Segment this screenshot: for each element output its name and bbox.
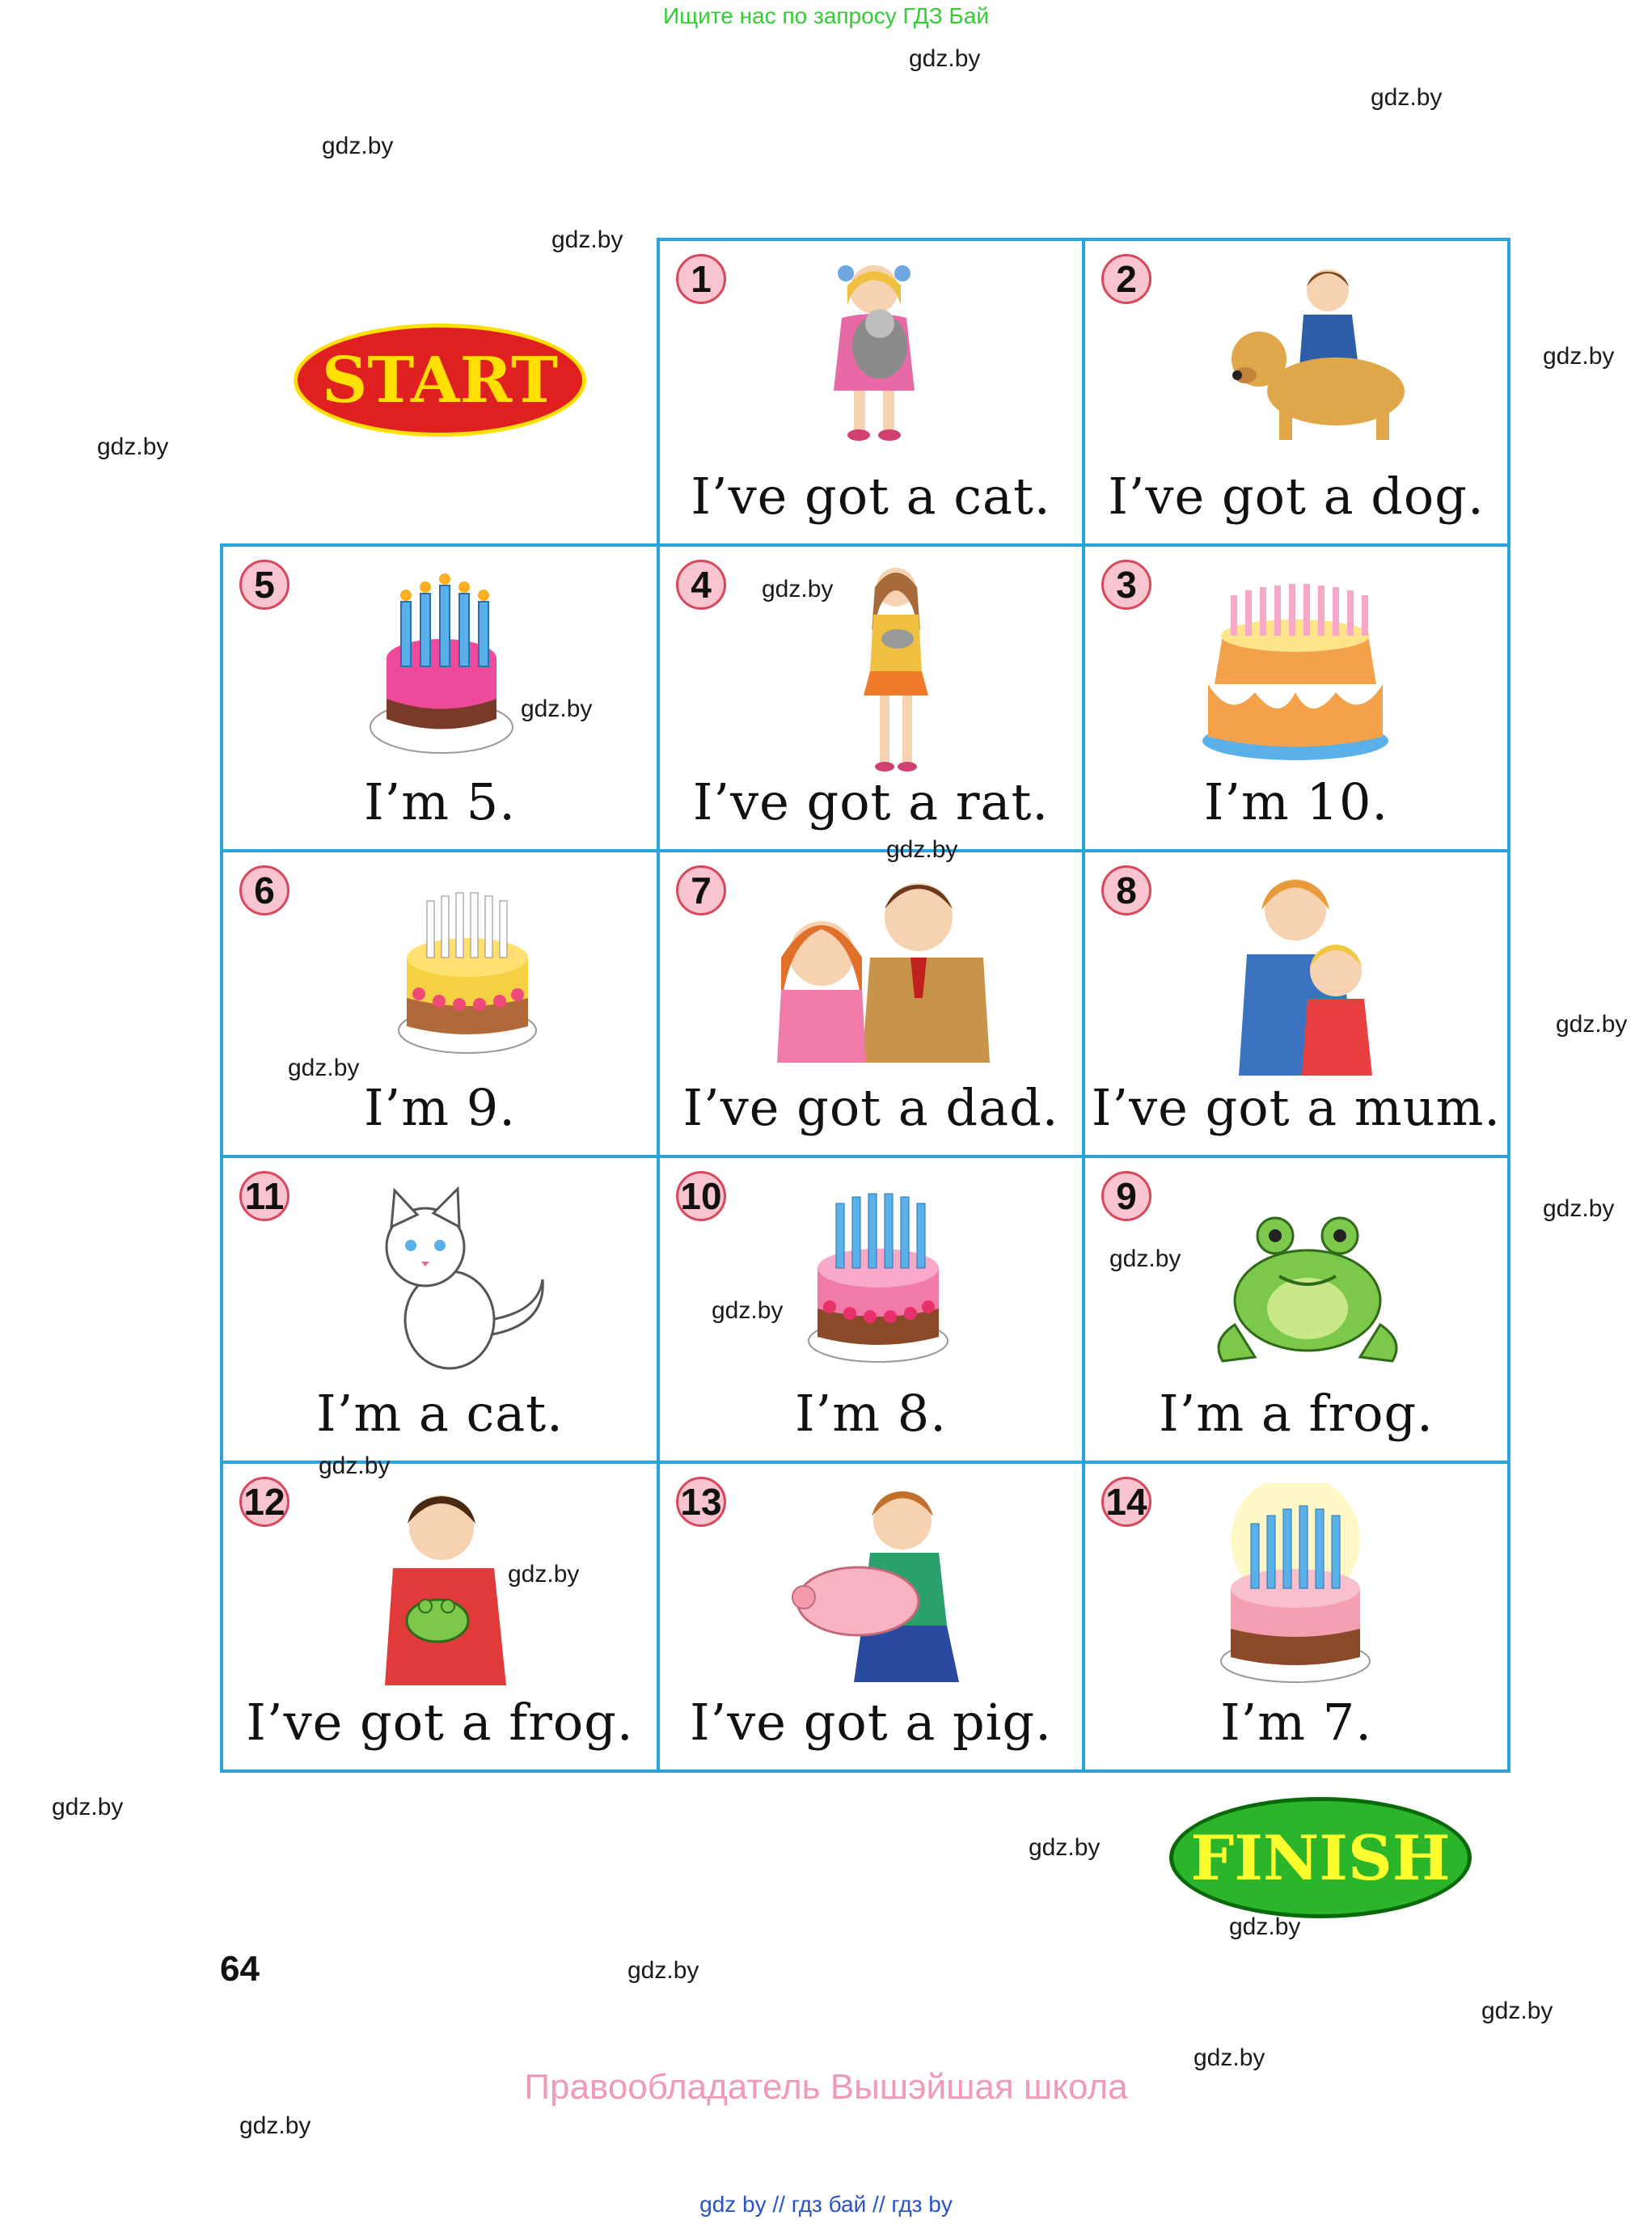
girl-with-cat-picture [805, 257, 943, 443]
watermark: gdz.by [319, 1452, 391, 1479]
cell-number: 10 [676, 1171, 726, 1221]
girl-and-dad-picture [749, 869, 991, 1063]
cake-five-candles-picture [369, 569, 514, 755]
watermark: gdz.by [712, 1297, 784, 1324]
cell-caption: I’m 9. [364, 1078, 516, 1137]
finish-oval [1169, 1797, 1472, 1918]
watermark: gdz.by [886, 836, 958, 863]
watermark: gdz.by [627, 1957, 699, 1984]
cell-caption: I’m a frog. [1159, 1384, 1434, 1443]
watermark: gdz.by [1543, 343, 1615, 370]
cell-number: 13 [676, 1477, 726, 1527]
copyright-owner: Правообладатель Вышэйшая школа [524, 2067, 1128, 2107]
watermark: gdz.by [239, 2112, 311, 2139]
cell-5 [220, 543, 660, 852]
watermark: gdz.by [1543, 1195, 1615, 1222]
cell-number: 12 [239, 1477, 289, 1527]
boy-and-mum-picture [1231, 865, 1384, 1076]
top-note[interactable]: Ищите нас по запросу ГДЗ Бай [662, 3, 990, 28]
watermark: gdz.by [52, 1794, 124, 1820]
watermark: gdz.by [322, 133, 394, 159]
cell-number: 6 [239, 865, 289, 915]
cell-13 [657, 1461, 1085, 1773]
cell-2 [1082, 238, 1510, 547]
cell-number: 5 [239, 560, 289, 610]
cake-seven-candles-picture [1215, 1483, 1376, 1685]
watermark: gdz.by [1556, 1011, 1628, 1038]
cell-caption: I’m 10. [1203, 772, 1389, 831]
watermark: gdz.by [1194, 2044, 1265, 2071]
cell-number: 7 [676, 865, 726, 915]
cell-number: 11 [239, 1171, 289, 1221]
boy-with-frog-picture [377, 1483, 514, 1685]
girl-with-rat-picture [847, 558, 944, 776]
cell-4 [657, 543, 1085, 852]
footer-links[interactable]: gdz by // гдз бай // гдз by [699, 2192, 953, 2217]
cell-1 [657, 238, 1085, 547]
cell-number: 8 [1101, 865, 1151, 915]
boy-with-pig-picture [781, 1480, 975, 1690]
watermark: gdz.by [762, 576, 834, 603]
watermark: gdz.by [508, 1561, 580, 1588]
cake-nine-candles-picture [395, 877, 540, 1055]
cell-6 [220, 849, 660, 1158]
cell-3 [1082, 543, 1510, 852]
cell-caption: I’ve got a rat. [692, 772, 1050, 831]
watermark: gdz.by [909, 45, 981, 72]
cell-caption: I’m 7. [1220, 1693, 1372, 1752]
cell-caption: I’m 5. [364, 772, 516, 831]
cell-caption: I’ve got a mum. [1091, 1078, 1502, 1137]
cake-eight-candles-picture [805, 1179, 951, 1365]
cell-9 [1082, 1155, 1510, 1464]
cake-ten-candles-picture [1198, 579, 1392, 765]
cell-7 [657, 836, 1085, 1158]
cell-10 [657, 1155, 1085, 1464]
boy-with-dog-picture [1223, 254, 1409, 444]
cell-caption: I’ve got a cat. [691, 467, 1051, 526]
watermark: gdz.by [1229, 1913, 1301, 1940]
cell-number: 14 [1101, 1477, 1151, 1527]
watermark: gdz.by [551, 226, 623, 253]
watermark: gdz.by [1029, 1834, 1101, 1861]
watermark: gdz.by [1481, 1998, 1553, 2024]
cell-14 [1082, 1461, 1510, 1773]
cell-number: 3 [1101, 560, 1151, 610]
frog-picture [1206, 1203, 1409, 1365]
cell-caption: I’m 8. [795, 1384, 947, 1443]
cell-number: 4 [676, 560, 726, 610]
cat-picture [344, 1182, 555, 1376]
cell-number: 9 [1101, 1171, 1151, 1221]
cell-8 [1082, 849, 1510, 1158]
cell-caption: I’ve got a dog. [1108, 467, 1485, 526]
cell-caption: I’ve got a frog. [246, 1693, 634, 1752]
watermark: gdz.by [1109, 1245, 1181, 1272]
cell-number: 2 [1101, 254, 1151, 304]
start-label: START [321, 343, 559, 417]
cell-number: 1 [676, 254, 726, 304]
finish-label: FINISH [1190, 1821, 1451, 1894]
cell-11 [220, 1155, 660, 1464]
watermark: gdz.by [521, 696, 593, 722]
watermark: gdz.by [97, 433, 169, 460]
cell-12 [220, 1452, 660, 1773]
cell-caption: I’ve got a pig. [690, 1693, 1052, 1752]
cell-caption: I’ve got a dad. [682, 1078, 1059, 1137]
start-oval [294, 323, 586, 437]
watermark: gdz.by [1371, 84, 1443, 111]
cell-caption: I’m a cat. [316, 1384, 564, 1443]
watermark: gdz.by [288, 1055, 360, 1081]
page-number: 64 [220, 1949, 260, 1989]
